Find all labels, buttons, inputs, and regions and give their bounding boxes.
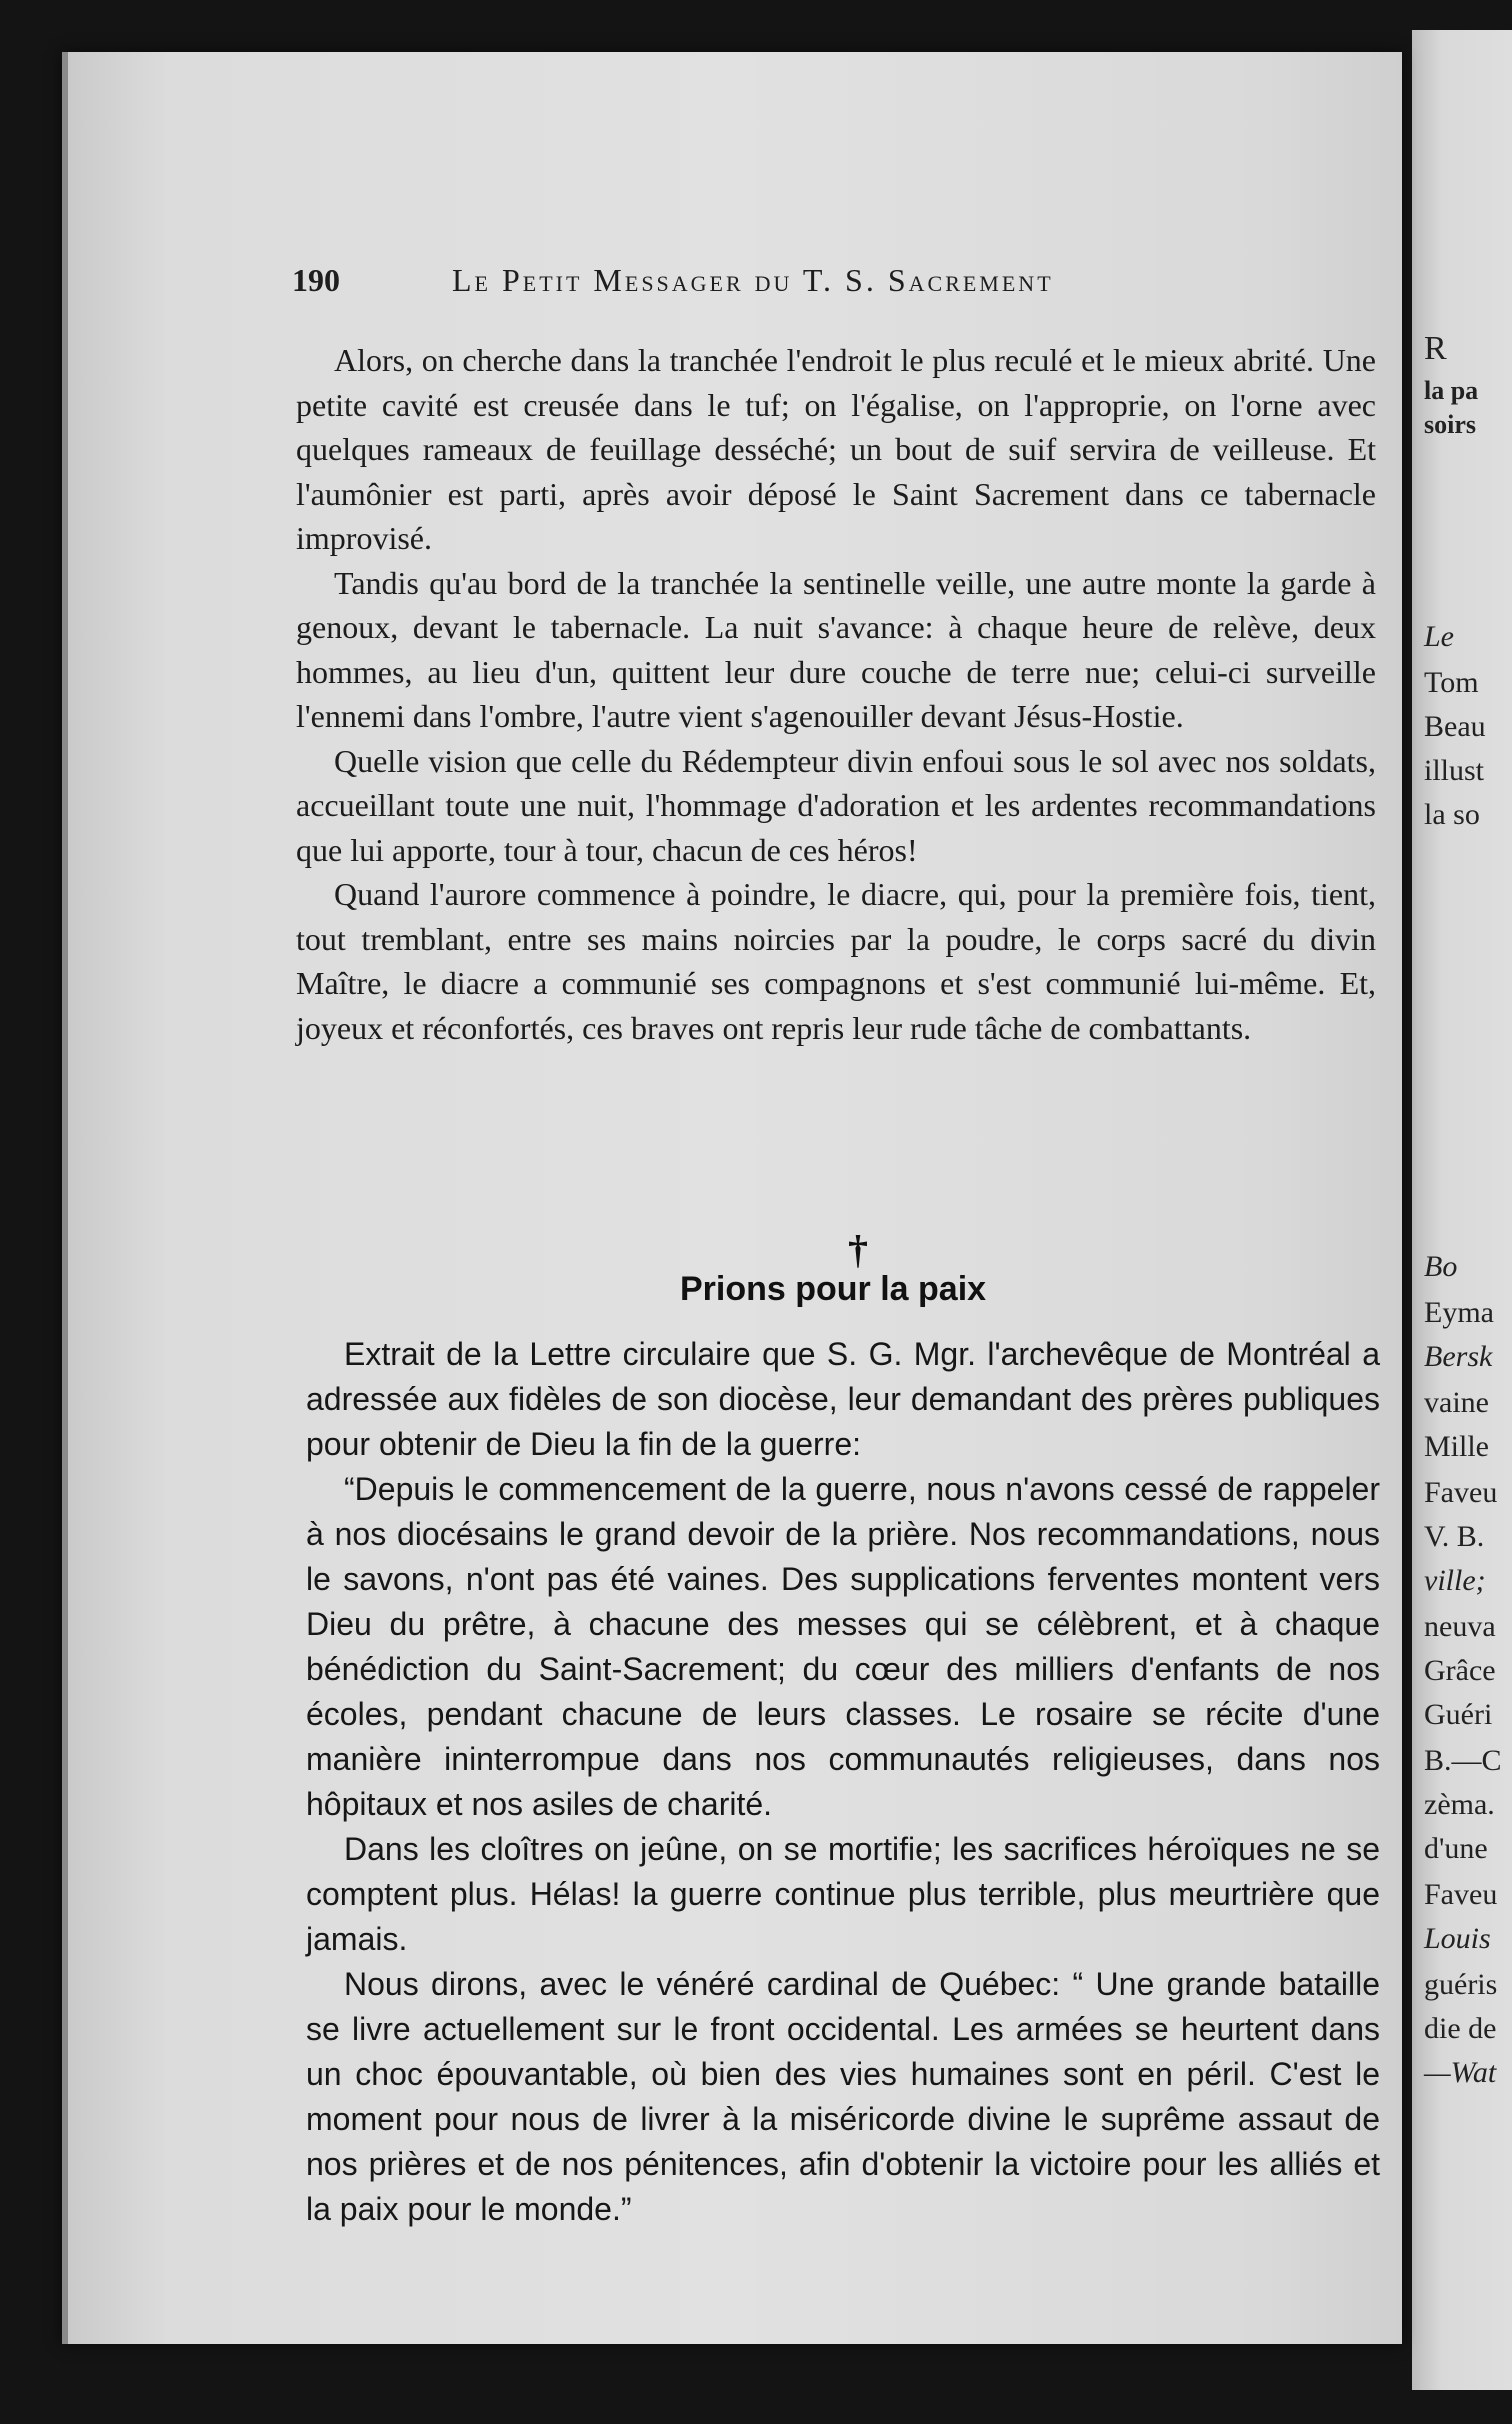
facing-page-fragment: Bersk: [1424, 1340, 1493, 1373]
facing-page-fragment: Mille: [1424, 1430, 1489, 1463]
facing-page-fragment: ville;: [1424, 1564, 1486, 1597]
running-title: Le Petit Messager du T. S. Sacrement: [452, 262, 1054, 298]
paragraph: Quand l'aurore commence à poindre, le diacre, qui, pour la première fois, tient, tout tremblant, entre ses mains noircies par la poudre, le corps sacré du divin Maître, le diacre a communié ses compagnons et s'est communié lui-même. Et, joyeux et réconfortés, ces braves ont repris leur rude tâche de combattants.: [296, 876, 1376, 1046]
facing-page-fragment: Louis: [1424, 1922, 1491, 1955]
facing-page-fragment: Guéri: [1424, 1698, 1493, 1731]
facing-page-fragment: die de: [1424, 2012, 1497, 2045]
facing-page-fragment: guéris: [1424, 1968, 1498, 2001]
facing-page-fragment: d'une: [1424, 1832, 1488, 1865]
prayer-section: [306, 1332, 1380, 2232]
facing-page-fragment: —Wat: [1424, 2056, 1497, 2089]
paragraph: “Depuis le commencement de la guerre, nous n'avons cessé de rappeler à nos diocésains le grand devoir de la prière. Nos recommandations, nous le savons, n'ont pas été vaines. Des supplications ferventes montent vers Dieu du prêtre, à chacune des messes qui se célèbrent, et à chaque bénédiction du Saint-Sacrement; du cœur des milliers d'enfants de nos écoles, pendant chacune de leurs classes. Le rosaire se récite d'une manière ininterrompue dans nos communautés religieuses, dans nos hôpitaux et nos asiles de charité.: [306, 1471, 1380, 1822]
facing-page-fragment: Faveu: [1424, 1878, 1498, 1911]
facing-page-fragment: Le: [1424, 620, 1454, 653]
facing-page: [1412, 30, 1512, 2390]
page-edge: [62, 52, 68, 2344]
paragraph: Nous dirons, avec le vénéré cardinal de Québec: “ Une grande bataille se livre actuellement sur le front occidental. Les armées se heurtent dans un choc épouvantable, où bien des vies humaines sont en péril. C'est le moment pour nous de livrer à la miséricorde divine le suprême assaut de nos prières et de nos pénitences, afin d'obtenir la victoire pour les alliés et la paix pour le monde.”: [306, 1966, 1380, 2227]
facing-page-fragment: Tom: [1424, 666, 1479, 699]
facing-page-fragment: Eyma: [1424, 1296, 1494, 1329]
facing-page-fragment: soirs: [1424, 410, 1476, 439]
facing-page-fragment: B.—C: [1424, 1744, 1502, 1777]
page-number: 190: [292, 262, 340, 298]
article-continuation: [296, 338, 1376, 1050]
facing-page-fragment: vaine: [1424, 1386, 1489, 1419]
paragraph: Quelle vision que celle du Rédempteur divin enfoui sous le sol avec nos soldats, accueillant toute une nuit, l'hommage d'adoration et les ardentes recommandations que lui apporte, tour à tour, chacun de ces héros!: [296, 742, 1376, 868]
section-title: Prions pour la paix: [680, 1270, 987, 1308]
facing-page-fragment: illust: [1424, 754, 1485, 787]
facing-page-fragment: la pa: [1424, 376, 1479, 405]
facing-page-fragment: neuva: [1424, 1610, 1496, 1643]
facing-page-fragment: Bo: [1424, 1250, 1458, 1283]
cross-ornament: †: [848, 1227, 868, 1272]
paragraph: Dans les cloîtres on jeûne, on se mortifie; les sacrifices héroïques ne se comptent plus. Hélas! la guerre continue plus terrible, plus meurtrière que jamais.: [306, 1831, 1380, 1957]
facing-page-fragment: Faveu: [1424, 1476, 1498, 1509]
facing-page-fragment: R: [1424, 330, 1447, 367]
facing-page-fragment: la so: [1424, 798, 1480, 831]
paragraph: Tandis qu'au bord de la tranchée la sentinelle veille, une autre monte la garde à genoux, devant le tabernacle. La nuit s'avance: à chaque heure de relève, deux hommes, au lieu d'un, quittent leur dure couche de terre nue; celui-ci surveille l'ennemi dans l'ombre, l'autre vient s'agenouiller devant Jésus-Hostie.: [296, 564, 1376, 734]
facing-page-fragment: Grâce: [1424, 1654, 1496, 1687]
facing-page-fragment: V. B.: [1424, 1520, 1485, 1553]
page-header: [292, 262, 1212, 302]
paragraph: Extrait de la Lettre circulaire que S. G. Mgr. l'archevêque de Montréal a adressée aux fidèles de son diocèse, leur demandant des prères publiques pour obtenir de Dieu la fin de la guerre:: [306, 1336, 1380, 1462]
paragraph: Alors, on cherche dans la tranchée l'endroit le plus reculé et le mieux abrité. Une petite cavité est creusée dans le tuf; on l'égalise, on l'approprie, on l'orne avec quelques rameaux de feuillage desséché; un bout de suif servira de veilleuse. Et l'aumônier est parti, après avoir déposé le Saint Sacrement dans ce tabernacle improvisé.: [296, 342, 1376, 556]
facing-page-fragment: zèma.: [1424, 1788, 1495, 1821]
facing-page-fragment: Beau: [1424, 710, 1486, 743]
